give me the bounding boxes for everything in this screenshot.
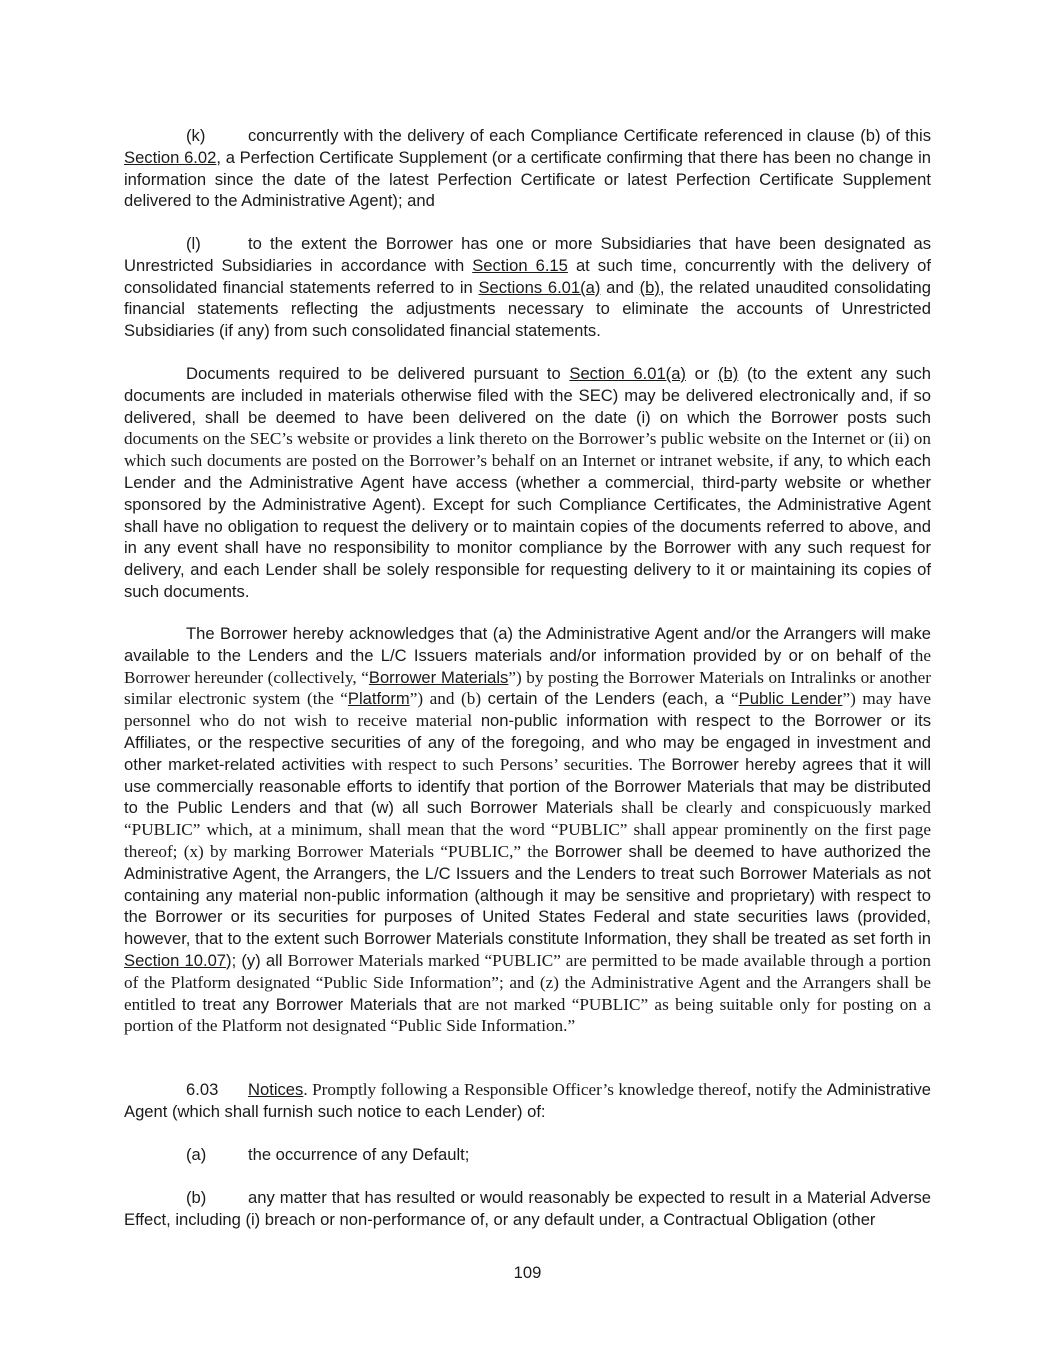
- paragraph-text: any, to which each Lender and the Administrative Agent have access (whether a commercial, third-party website or whether sponsored by the Administrative Agent). Except for such Compliance Certificates, the Administrative Agent shall have no obligation to request the delivery or to maintain copies of the documents referred to above, and in any event shall have no responsibility to monitor compliance by the Borrower with any such request for delivery, and each Lender shall be solely responsible for requesting delivery to it or maintaining its copies of such documents.: [124, 451, 931, 601]
- paragraph-text: and: [600, 277, 640, 297]
- paragraph-text: , the related unaudited consolidating financial statements reflecting the adjustments necessary to eliminate the accounts of Unrestricted Subsidiaries (if any) from such consolidated financial statements.: [124, 277, 931, 341]
- paragraph-text: or: [685, 364, 719, 383]
- paragraph-text: Documents required to be delivered pursuant to: [186, 364, 570, 383]
- paragraph-text: (to the extent any such documents are included in materials otherwise filed with the SEC) may be delivered electronically and, if so delivered, shall be deemed to have been delivered on the date (i) on which the Borrower posts such: [124, 364, 931, 427]
- section-6-03-notices: [124, 1079, 931, 1123]
- clause-label: (b): [186, 1188, 207, 1207]
- paragraph-text: shall be clearly and conspicuously marked “PUBLIC” which, at a minimum, shall mean that the word “PUBLIC” shall appear prominently on the first page thereof; (x) by marking Borrower Materials “PUBLIC,” the: [124, 798, 931, 861]
- section-number: 6.03: [186, 1080, 219, 1099]
- defined-term: Borrower Materials: [368, 667, 509, 687]
- clause-label: (k): [186, 126, 206, 145]
- paragraph-l: [124, 233, 931, 342]
- paragraph-text: , a Perfection Certificate Supplement (or a certificate confirming that there has been no change in information since the date of the latest Perfection Certificate or latest Perfection Certificate Supplement delivered to the Administrative Agent); and: [124, 147, 931, 211]
- paragraph-a: [124, 1144, 931, 1166]
- paragraph-text: “: [731, 689, 739, 709]
- section-reference: (b): [718, 364, 739, 383]
- defined-term: Platform: [347, 689, 410, 709]
- paragraph-text: concurrently with the delivery of each Compliance Certificate referenced in clause (b) of this: [248, 126, 931, 145]
- section-reference: (b): [639, 277, 660, 297]
- paragraph-text: documents on the SEC’s website or provides a link thereto on the Borrower’s public website on the Internet or (ii) on which such documents are posted on the Borrower’s behalf on an Internet or intranet website, if: [124, 429, 931, 471]
- paragraph-text: non-public information with respect to the Borrower or its Affiliates, or the respective securities of any of the foregoing, and who may be engaged in investment and other market-related activities: [124, 711, 931, 774]
- section-reference: Section 10.07: [124, 950, 227, 970]
- paragraph-k: [124, 125, 931, 212]
- paragraph-text: to treat any Borrower Materials that: [181, 994, 459, 1014]
- paragraph-text: the occurrence of any Default;: [248, 1145, 470, 1164]
- paragraph-text: ”) may have personnel who do not wish to receive material: [124, 689, 931, 731]
- paragraph-text: ”) by posting the Borrower Materials on Intralinks or another similar electronic system (the “: [124, 667, 931, 709]
- section-reference: Section 6.02: [124, 147, 217, 167]
- section-reference: Section 6.15: [472, 255, 568, 275]
- paragraph-text: the Borrower hereunder (collectively, “: [124, 645, 931, 687]
- clause-label: (l): [186, 234, 201, 253]
- clause-label: (a): [186, 1145, 207, 1164]
- page-number: 109: [513, 1263, 542, 1282]
- section-reference: Sections 6.01(a): [478, 277, 601, 297]
- paragraph-text: Borrower Materials marked “PUBLIC” are permitted to be made available through a portion of the Platform designated “Public Side Information”; and (z) the Administrative Agent and the Arrangers shall be entitled: [124, 950, 931, 1014]
- paragraph-text: are not marked “PUBLIC” as being suitable only for posting on a portion of the Platform not designated “Public Side Information.”: [124, 994, 931, 1036]
- paragraph-text: any matter that has resulted or would reasonably be expected to result in a Material Adverse Effect, including (i) breach or non-performance of, or any default under, a Contractual Obligation (other: [124, 1188, 931, 1229]
- paragraph-text: certain of the Lenders (each, a: [487, 689, 732, 709]
- paragraph-text: with respect to such Persons’ securities. The: [351, 754, 672, 774]
- paragraph-text: to the extent the Borrower has one or more Subsidiaries that have been designated as Unrestricted Subsidiaries in accordance with: [124, 234, 931, 275]
- paragraph-text: . Promptly following a Responsible Officer’s knowledge thereof, notify the: [303, 1080, 827, 1099]
- paragraph-text: Borrower hereby agrees that it will use commercially reasonable efforts to identify that portion of the Borrower Materials that may be distributed to the Public Lenders and that (w) all such Borrower Materials: [124, 754, 931, 818]
- paragraph-text: ”) and (b): [409, 689, 488, 709]
- paragraph-text: at such time, concurrently with the delivery of consolidated financial statements referred to in: [124, 255, 931, 297]
- paragraph-borrower-materials: [124, 623, 931, 1037]
- paragraph-b: [124, 1187, 931, 1231]
- defined-term: Public Lender: [738, 689, 843, 709]
- section-heading: Notices: [248, 1080, 304, 1099]
- paragraph-text: Borrower shall be deemed to have authorized the Administrative Agent, the Arrangers, the L/C Issuers and the Lenders to treat such Borrower Materials as not containing any material non-public information (although it may be sensitive and proprietary) with respect to the Borrower or its securities for purposes of United States Federal and state securities laws (provided, however, that to the extent such Borrower Materials constitute Information, they shall be treated as set forth in: [124, 841, 931, 949]
- paragraph-text: ); (y) all: [226, 950, 288, 970]
- paragraph-documents-delivery: [124, 363, 931, 603]
- paragraph-text: Administrative Agent (which shall furnish such notice to each Lender) of:: [124, 1080, 931, 1121]
- paragraph-text: The Borrower hereby acknowledges that (a) the Administrative Agent and/or the Arrangers will make available to the Lenders and the L/C Issuers materials and/or information provided by or on behalf of: [124, 624, 931, 665]
- section-reference: Section 6.01(a): [569, 364, 686, 383]
